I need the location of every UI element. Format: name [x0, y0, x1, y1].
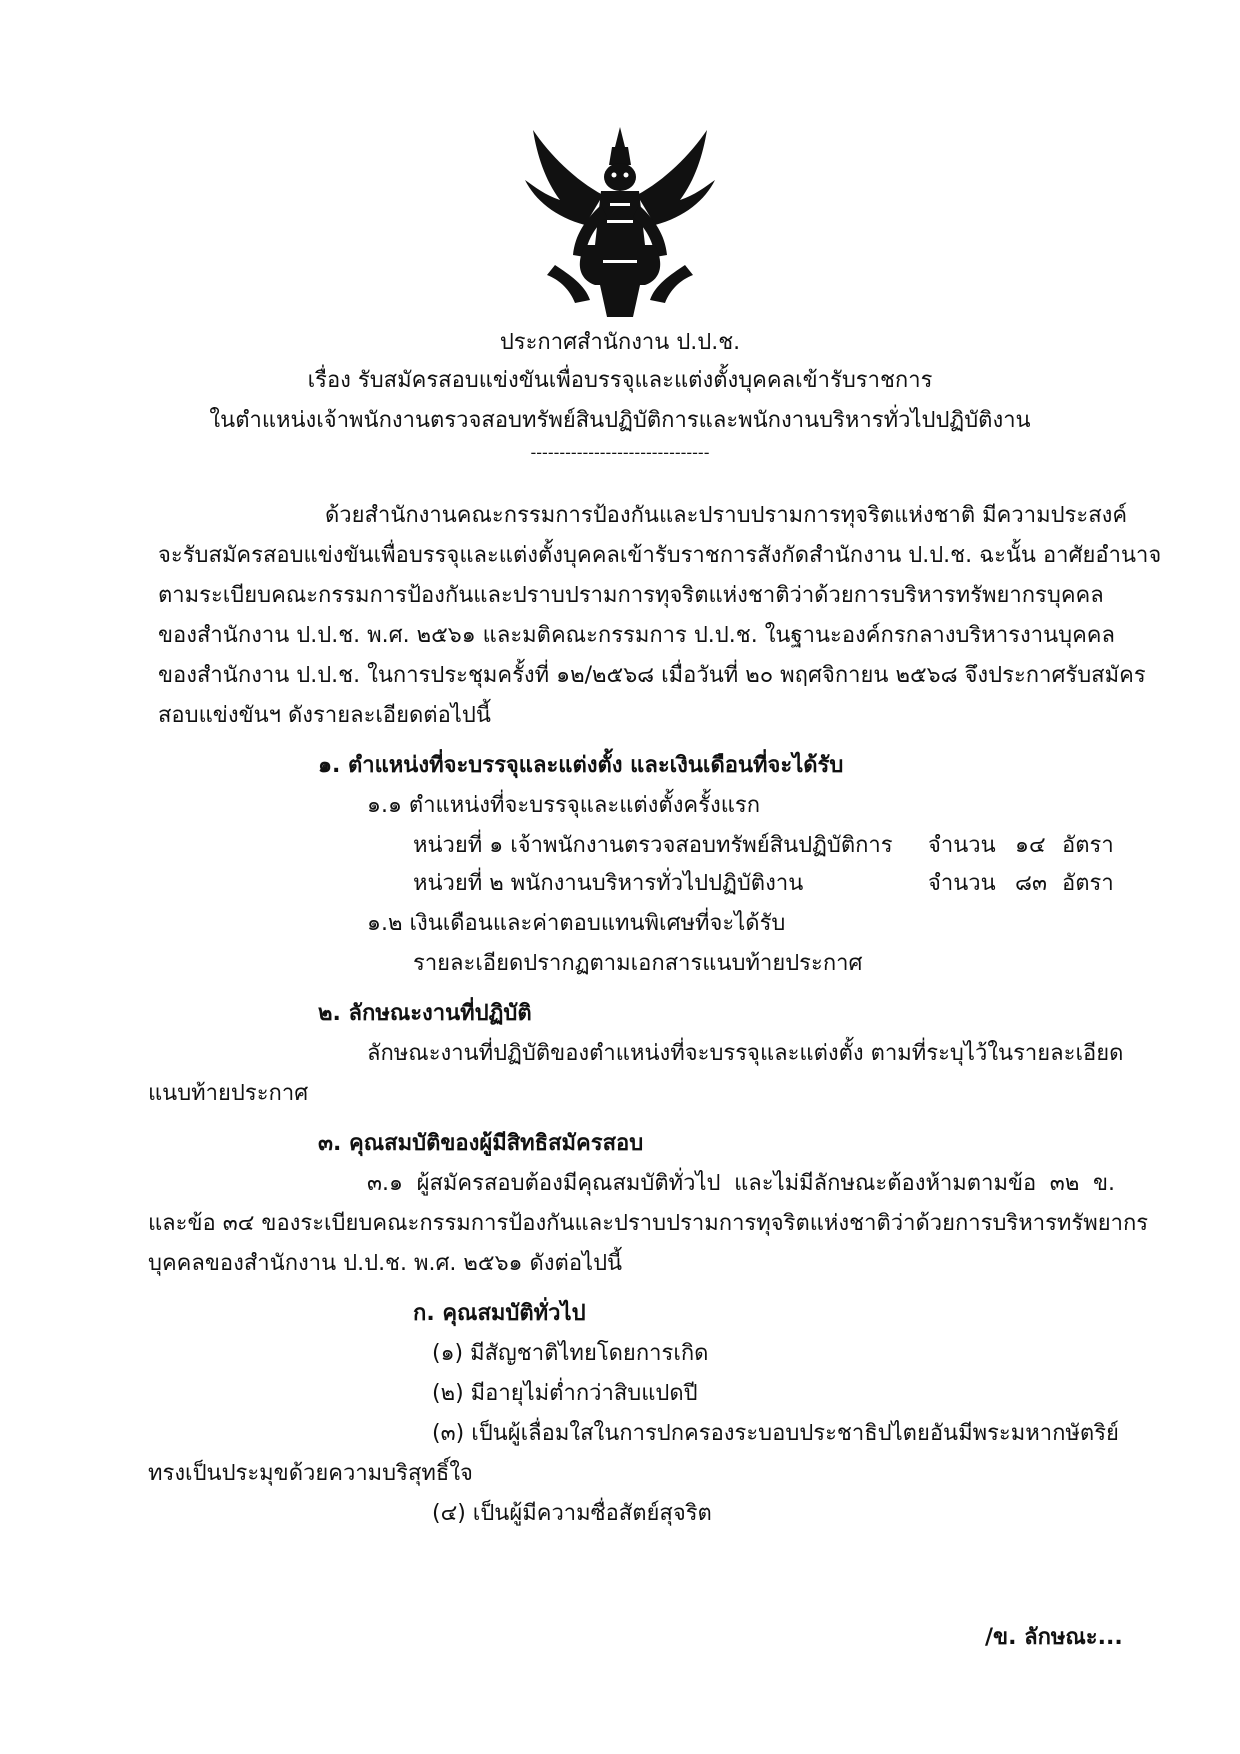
intro-line: สอบแข่งขันฯ ดังรายละเอียดต่อไปนี้	[158, 703, 491, 728]
unit-1-count: ๑๔	[1015, 833, 1046, 858]
section-3-heading: ๓. คุณสมบัติของผู้มีสิทธิสมัครสอบ	[318, 1131, 644, 1156]
section-3-line: และข้อ ๓๔ ของระเบียบคณะกรรมการป้องกันและปราบปรามการทุจริตแห่งชาติว่าด้วยการบริหารทรัพยากร	[148, 1211, 1149, 1236]
section-3-line: ๓.๑ ผู้สมัครสอบต้องมีคุณสมบัติทั่วไป และไม่มีลักษณะต้องห้ามตามข้อ ๓๒ ข.	[367, 1171, 1115, 1196]
qualification-item: (๔) เป็นผู้มีความซื่อสัตย์สุจริต	[432, 1501, 712, 1526]
section-1-heading: ๑. ตำแหน่งที่จะบรรจุและแต่งตั้ง และเงินเดือนที่จะได้รับ	[318, 753, 844, 778]
general-qualifications-heading: ก. คุณสมบัติทั่วไป	[413, 1301, 586, 1326]
section-1-2-heading: ๑.๒ เงินเดือนและค่าตอบแทนพิเศษที่จะได้รับ	[367, 911, 786, 936]
qualification-item: (๓) เป็นผู้เลื่อมใสในการปกครองระบอบประชาธิปไตยอันมีพระมหากษัตริย์	[432, 1421, 1119, 1446]
intro-line: ตามระเบียบคณะกรรมการป้องกันและปราบปรามการทุจริตแห่งชาติว่าด้วยการบริหารทรัพยากรบุคคล	[158, 583, 1104, 608]
page-title: ประกาศสำนักงาน ป.ป.ช.	[499, 330, 741, 355]
qualification-item-continued: ทรงเป็นประมุขด้วยความบริสุทธิ์ใจ	[148, 1461, 473, 1486]
unit-2-unit: อัตรา	[1062, 871, 1114, 896]
intro-line: ของสำนักงาน ป.ป.ช. พ.ศ. ๒๕๖๑ และมติคณะกรรมการ ป.ป.ช. ในฐานะองค์กรกลางบริหารงานบุคคล	[158, 623, 1115, 648]
subject-line: เรื่อง รับสมัครสอบแข่งขันเพื่อบรรจุและแต่งตั้งบุคคลเข้ารับราชการ	[307, 368, 933, 393]
qualification-item: (๑) มีสัญชาติไทยโดยการเกิด	[432, 1341, 709, 1366]
section-1-1-heading: ๑.๑ ตำแหน่งที่จะบรรจุและแต่งตั้งครั้งแรก	[367, 793, 761, 818]
unit-2-count-label: จำนวน	[928, 871, 996, 896]
unit-1-label: หน่วยที่ ๑ เจ้าพนักงานตรวจสอบทรัพย์สินปฏิบัติการ	[413, 833, 893, 858]
unit-1-unit: อัตรา	[1062, 833, 1114, 858]
section-1-2-detail: รายละเอียดปรากฏตามเอกสารแนบท้ายประกาศ	[413, 951, 863, 976]
section-3-line: บุคคลของสำนักงาน ป.ป.ช. พ.ศ. ๒๕๖๑ ดังต่อไปนี้	[148, 1251, 623, 1276]
section-2-line: แนบท้ายประกาศ	[148, 1081, 309, 1106]
section-2-heading: ๒. ลักษณะงานที่ปฏิบัติ	[318, 1001, 532, 1026]
intro-line: ของสำนักงาน ป.ป.ช. ในการประชุมครั้งที่ ๑๒/๒๕๖๘ เมื่อวันที่ ๒๐ พฤศจิกายน ๒๕๖๘ จึงประกาศรับสมัคร	[158, 663, 1146, 688]
section-2-line: ลักษณะงานที่ปฏิบัติของตำแหน่งที่จะบรรจุและแต่งตั้ง ตามที่ระบุไว้ในรายละเอียด	[367, 1041, 1124, 1066]
subject-line-2: ในตำแหน่งเจ้าพนักงานตรวจสอบทรัพย์สินปฏิบัติการและพนักงานบริหารทั่วไปปฏิบัติงาน	[209, 408, 1031, 433]
qualification-item: (๒) มีอายุไม่ต่ำกว่าสิบแปดปี	[432, 1381, 698, 1406]
garuda-emblem-icon	[515, 125, 725, 320]
unit-2-label: หน่วยที่ ๒ พนักงานบริหารทั่วไปปฏิบัติงาน	[413, 871, 804, 896]
title-divider: -------------------------------	[530, 443, 710, 462]
unit-1-count-label: จำนวน	[928, 833, 996, 858]
continued-marker: /ข. ลักษณะ...	[985, 1625, 1123, 1650]
intro-line: ด้วยสำนักงานคณะกรรมการป้องกันและปราบปรามการทุจริตแห่งชาติ มีความประสงค์	[325, 503, 1128, 528]
unit-2-count: ๘๓	[1015, 871, 1048, 896]
intro-line: จะรับสมัครสอบแข่งขันเพื่อบรรจุและแต่งตั้งบุคคลเข้ารับราชการสังกัดสำนักงาน ป.ป.ช. ฉะนั้น อาศัยอำนาจ	[158, 543, 1162, 568]
